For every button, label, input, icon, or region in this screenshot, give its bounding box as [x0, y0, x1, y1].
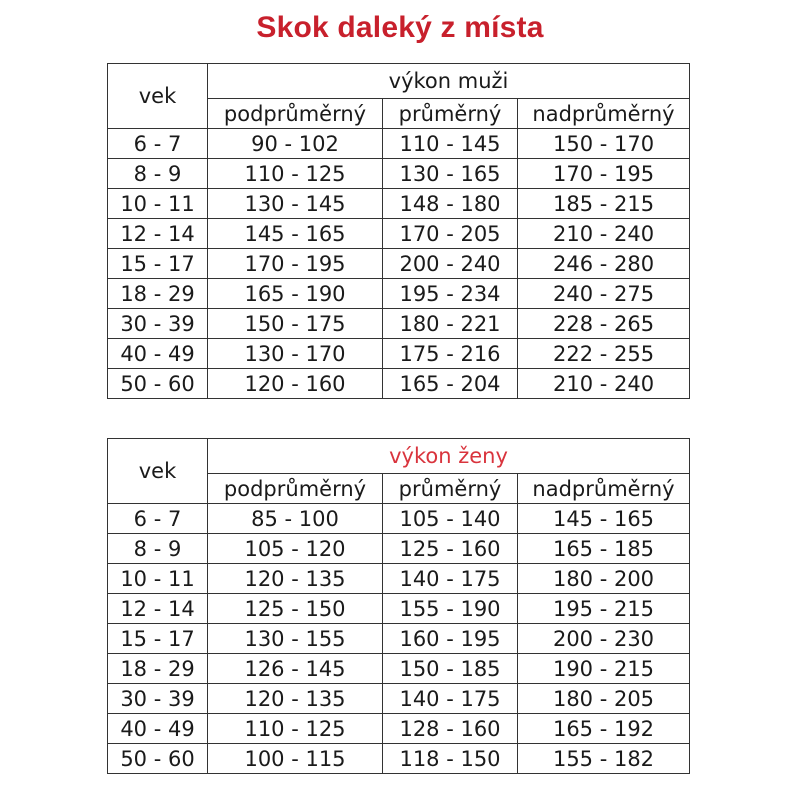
above-average-cell: 165 - 185 — [518, 534, 690, 564]
table-row — [108, 534, 690, 564]
women-table-body — [108, 504, 690, 774]
table-row — [108, 219, 690, 249]
above-average-cell: 210 - 240 — [518, 219, 690, 249]
above-average-cell: 222 - 255 — [518, 339, 690, 369]
age-cell: 15 - 17 — [108, 624, 208, 654]
below-average-cell: 125 - 150 — [208, 594, 383, 624]
average-cell: 150 - 185 — [383, 654, 518, 684]
age-column-header: vek — [108, 64, 208, 129]
above-average-column-header: nadprůměrný — [518, 474, 690, 504]
below-average-cell: 110 - 125 — [208, 714, 383, 744]
average-cell: 200 - 240 — [383, 249, 518, 279]
table-row — [108, 189, 690, 219]
page-title: Skok daleký z místa — [256, 11, 544, 44]
age-cell: 40 - 49 — [108, 714, 208, 744]
average-cell: 148 - 180 — [383, 189, 518, 219]
table-row — [108, 594, 690, 624]
age-cell: 15 - 17 — [108, 249, 208, 279]
average-cell: 175 - 216 — [383, 339, 518, 369]
below-average-cell: 150 - 175 — [208, 309, 383, 339]
average-cell: 130 - 165 — [383, 159, 518, 189]
average-cell: 165 - 204 — [383, 369, 518, 399]
average-cell: 125 - 160 — [383, 534, 518, 564]
table-row — [108, 654, 690, 684]
above-average-cell: 145 - 165 — [518, 504, 690, 534]
age-cell: 12 - 14 — [108, 219, 208, 249]
below-average-cell: 130 - 170 — [208, 339, 383, 369]
below-average-cell: 165 - 190 — [208, 279, 383, 309]
below-average-column-header: podprůměrný — [208, 99, 383, 129]
below-average-cell: 130 - 155 — [208, 624, 383, 654]
women-header-row — [108, 439, 690, 474]
average-cell: 160 - 195 — [383, 624, 518, 654]
above-average-cell: 240 - 275 — [518, 279, 690, 309]
above-average-cell: 195 - 215 — [518, 594, 690, 624]
average-column-header: průměrný — [383, 474, 518, 504]
below-average-cell: 120 - 135 — [208, 684, 383, 714]
below-average-cell: 90 - 102 — [208, 129, 383, 159]
men-group-header: výkon muži — [208, 64, 690, 99]
below-average-cell: 120 - 160 — [208, 369, 383, 399]
average-cell: 140 - 175 — [383, 684, 518, 714]
below-average-cell: 170 - 195 — [208, 249, 383, 279]
below-average-column-header: podprůměrný — [208, 474, 383, 504]
table-row — [108, 339, 690, 369]
table-row — [108, 564, 690, 594]
average-cell: 105 - 140 — [383, 504, 518, 534]
table-row — [108, 159, 690, 189]
below-average-cell: 120 - 135 — [208, 564, 383, 594]
age-cell: 8 - 9 — [108, 534, 208, 564]
men-performance-table — [107, 63, 690, 399]
average-cell: 110 - 145 — [383, 129, 518, 159]
age-cell: 18 - 29 — [108, 279, 208, 309]
table-row — [108, 744, 690, 774]
below-average-cell: 85 - 100 — [208, 504, 383, 534]
above-average-cell: 190 - 215 — [518, 654, 690, 684]
average-cell: 128 - 160 — [383, 714, 518, 744]
above-average-cell: 180 - 200 — [518, 564, 690, 594]
above-average-cell: 185 - 215 — [518, 189, 690, 219]
table-row — [108, 714, 690, 744]
age-cell: 6 - 7 — [108, 129, 208, 159]
table-row — [108, 369, 690, 399]
men-table-body — [108, 129, 690, 399]
table-row — [108, 309, 690, 339]
age-cell: 12 - 14 — [108, 594, 208, 624]
below-average-cell: 130 - 145 — [208, 189, 383, 219]
men-header-row — [108, 64, 690, 99]
below-average-cell: 126 - 145 — [208, 654, 383, 684]
age-cell: 6 - 7 — [108, 504, 208, 534]
age-cell: 50 - 60 — [108, 744, 208, 774]
average-cell: 140 - 175 — [383, 564, 518, 594]
above-average-cell: 200 - 230 — [518, 624, 690, 654]
above-average-cell: 180 - 205 — [518, 684, 690, 714]
women-group-header: výkon ženy — [208, 439, 690, 474]
table-row — [108, 249, 690, 279]
table-row — [108, 129, 690, 159]
above-average-cell: 165 - 192 — [518, 714, 690, 744]
above-average-cell: 150 - 170 — [518, 129, 690, 159]
age-column-header: vek — [108, 439, 208, 504]
average-cell: 170 - 205 — [383, 219, 518, 249]
above-average-cell: 246 - 280 — [518, 249, 690, 279]
women-performance-table — [107, 438, 690, 774]
above-average-cell: 170 - 195 — [518, 159, 690, 189]
below-average-cell: 105 - 120 — [208, 534, 383, 564]
above-average-cell: 210 - 240 — [518, 369, 690, 399]
age-cell: 10 - 11 — [108, 564, 208, 594]
age-cell: 18 - 29 — [108, 654, 208, 684]
average-cell: 180 - 221 — [383, 309, 518, 339]
average-cell: 195 - 234 — [383, 279, 518, 309]
age-cell: 50 - 60 — [108, 369, 208, 399]
average-cell: 118 - 150 — [383, 744, 518, 774]
above-average-column-header: nadprůměrný — [518, 99, 690, 129]
above-average-cell: 228 - 265 — [518, 309, 690, 339]
above-average-cell: 155 - 182 — [518, 744, 690, 774]
below-average-cell: 145 - 165 — [208, 219, 383, 249]
table-row — [108, 684, 690, 714]
below-average-cell: 110 - 125 — [208, 159, 383, 189]
average-cell: 155 - 190 — [383, 594, 518, 624]
age-cell: 30 - 39 — [108, 684, 208, 714]
below-average-cell: 100 - 115 — [208, 744, 383, 774]
table-row — [108, 624, 690, 654]
table-row — [108, 504, 690, 534]
age-cell: 10 - 11 — [108, 189, 208, 219]
table-row — [108, 279, 690, 309]
age-cell: 40 - 49 — [108, 339, 208, 369]
age-cell: 30 - 39 — [108, 309, 208, 339]
age-cell: 8 - 9 — [108, 159, 208, 189]
average-column-header: průměrný — [383, 99, 518, 129]
